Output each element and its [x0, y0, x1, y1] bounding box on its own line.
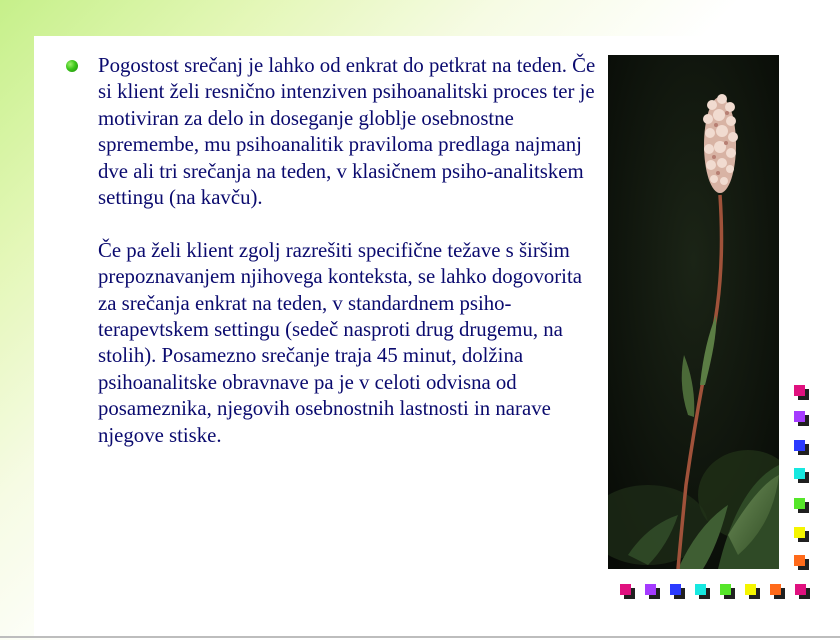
- decor-square: [795, 584, 811, 600]
- paragraph-setting: Če pa želi klient zgolj razrešiti specifične težave s širšim prepoznavanjem njihovega konteksta, se lahko dogovorita za srečanja enkrat na teden, v standardnem psiho-terapevtskem settingu (sedeč nasproti drug drugemu, na stolih). Posamezno srečanje traja 45 minut, dolžina psihoanalitske obravnave pa je v celoti odvisna od posameznika, njegovih osebnostnih lastnosti in narave njegove stiske.: [98, 238, 582, 447]
- decor-square: [670, 584, 686, 600]
- flower-photo: [608, 55, 779, 569]
- decor-square: [620, 584, 636, 600]
- decor-square: [794, 555, 810, 571]
- flower-photo-drawing: [608, 55, 779, 569]
- decor-square: [695, 584, 711, 600]
- slide-body-text: [98, 53, 598, 449]
- decor-square: [794, 440, 810, 456]
- decor-square: [720, 584, 736, 600]
- paragraph-frequency: Pogostost srečanj je lahko od enkrat do petkrat na teden. Če si klient želi resnično intenziven psihoanalitski proces ter je motiviran za delo in doseganje globlje osebnostne spremembe, mu psihoanalitik praviloma predlaga najmanj dve ali tri srečanja na teden, v klasičnem psiho-analitskem settingu (na kavču).: [98, 54, 596, 210]
- decor-square: [770, 584, 786, 600]
- bottom-divider: [0, 636, 840, 638]
- decor-square: [794, 527, 810, 543]
- decor-square: [794, 468, 810, 484]
- decor-square: [794, 411, 810, 427]
- decor-square: [745, 584, 761, 600]
- decor-square: [794, 385, 810, 401]
- bullet-icon: [66, 60, 78, 72]
- decor-square: [645, 584, 661, 600]
- decor-square: [794, 498, 810, 514]
